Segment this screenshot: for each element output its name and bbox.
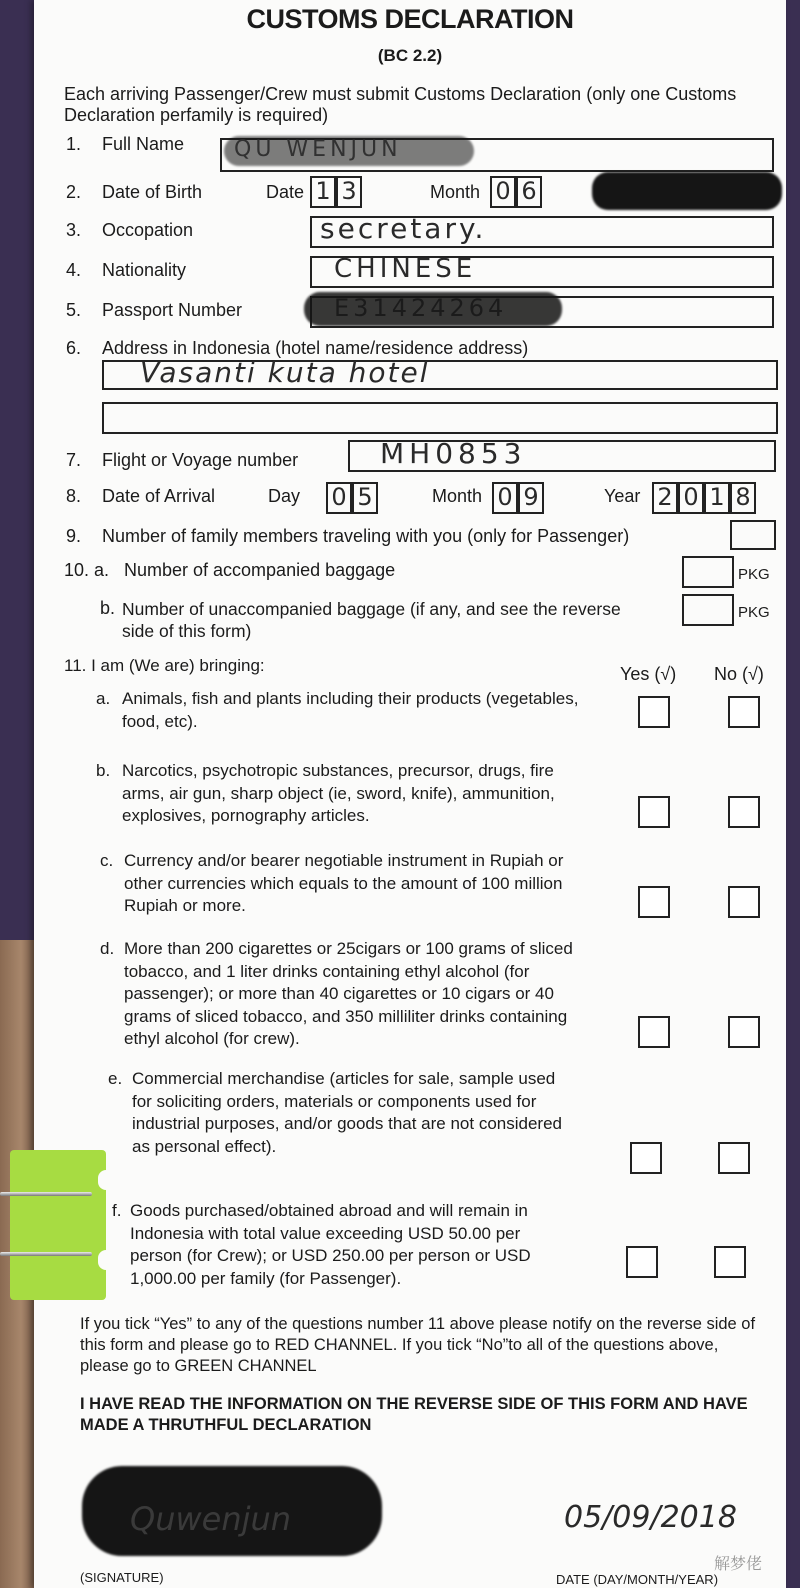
arrival-month-digit[interactable]: 0 (492, 482, 518, 514)
item-number: 8. (66, 486, 82, 506)
arrival-year-digit[interactable]: 0 (678, 482, 704, 514)
yes-column-label: Yes (√) (620, 664, 677, 684)
arrival-month-label: Month (432, 486, 483, 506)
family-label: Number of family members traveling with you (only for Passenger) (102, 526, 630, 546)
dob-month-digit[interactable]: 6 (516, 176, 542, 208)
q11-item-text: Goods purchased/obtained abroad and will remain in Indonesia with total value exceeding USD 50.00 per person (for Crew); or USD 250.00 per person or USD 1,000.00 per family (for Passenger). (130, 1201, 531, 1288)
passport-label: Passport Number (102, 300, 243, 320)
dob-month-label: Month (430, 182, 481, 202)
q11-f-yes-checkbox[interactable] (626, 1246, 658, 1278)
date-label: DATE (DAY/MONTH/YEAR) (556, 1572, 719, 1587)
q11-item-key: e. (108, 1069, 123, 1088)
baggage-b-field[interactable] (682, 594, 734, 626)
address-label: Address in Indonesia (hotel name/residence address) (102, 338, 529, 358)
form-title: CUSTOMS DECLARATION (246, 4, 574, 34)
signature-value: Quwenjun (130, 1500, 292, 1538)
q11-d-yes-checkbox[interactable] (638, 1016, 670, 1048)
arrival-day-digit[interactable]: 5 (352, 482, 378, 514)
clip-notch (98, 1170, 112, 1190)
dob-label: Date of Birth (102, 182, 203, 202)
arrival-year-digit[interactable]: 2 (652, 482, 678, 514)
item-number: 3. (66, 220, 82, 240)
form-intro: Each arriving Passenger/Crew must submit Customs Declaration (only one Customs Declaration perfamily is required) (64, 84, 737, 125)
q11-item-text: Commercial merchandise (articles for sale, sample used for soliciting orders, materials or components used for industrial purposes, and/or goods that are not considered as personal effect). (132, 1069, 562, 1156)
nationality-value: CHINESE (334, 254, 477, 284)
baggage-a-unit: PKG (738, 566, 770, 583)
address-value: Vasanti kuta hotel (140, 356, 430, 389)
q11-item-key: a. (96, 689, 111, 708)
form-code: (BC 2.2) (377, 46, 443, 65)
item-number: 1. (66, 134, 82, 154)
item-number: 4. (66, 260, 82, 280)
clip-notch (98, 1250, 112, 1270)
arrival-label: Date of Arrival (102, 486, 216, 506)
q11-f-no-checkbox[interactable] (714, 1246, 746, 1278)
q11-item-key: d. (100, 939, 115, 958)
clip-wire (0, 1192, 92, 1196)
q11-e-no-checkbox[interactable] (718, 1142, 750, 1174)
item-number: 7. (66, 450, 82, 470)
dob-day-digit[interactable]: 1 (310, 176, 336, 208)
declaration-statement: I HAVE READ THE INFORMATION ON THE REVERSE SIDE OF THIS FORM AND HAVE MADE A THRUTHFUL DECLARATION (80, 1395, 748, 1434)
baggage-b-unit: PKG (738, 604, 770, 621)
q11-c-no-checkbox[interactable] (728, 886, 760, 918)
arrival-month-digit[interactable]: 9 (518, 482, 544, 514)
date-value: 05/09/2018 (564, 1500, 737, 1535)
flight-label: Flight or Voyage number (102, 450, 299, 470)
arrival-year-label: Year (604, 486, 641, 506)
flight-value: MH0853 (380, 437, 527, 470)
address-field-line2[interactable] (102, 402, 778, 434)
baggage-b-label: Number of unaccompanied baggage (if any, and see the reverse side of this form) (122, 599, 621, 641)
item-number: 9. (66, 526, 82, 546)
full-name-label: Full Name (102, 134, 185, 154)
baggage-a-label: Number of accompanied baggage (124, 560, 396, 580)
q11-heading: 11. I am (We are) bringing: (64, 656, 265, 675)
clip-wire (0, 1252, 92, 1256)
q11-item-text: More than 200 cigarettes or 25cigars or 100 grams of sliced tobacco, and 1 liter drinks containing ethyl alcohol (for passenger); or more than 40 cigarettes or 10 cigars or 40 grams of sliced tobacco, and 350 milliliter drinks containing ethyl alcohol (for crew). (124, 939, 573, 1048)
item-number: 5. (66, 300, 82, 320)
binder-clip (10, 1150, 106, 1300)
occupation-value: secretary. (320, 212, 487, 245)
item-number: 10. a. (64, 560, 110, 580)
item-number: 2. (66, 182, 82, 202)
q11-b-yes-checkbox[interactable] (638, 796, 670, 828)
q11-item-key: c. (100, 851, 114, 870)
occupation-label: Occopation (102, 220, 194, 240)
dob-date-label: Date (266, 182, 305, 202)
arrival-year-digit[interactable]: 8 (730, 482, 756, 514)
q11-item-key: f. (112, 1201, 122, 1220)
q11-e-yes-checkbox[interactable] (630, 1142, 662, 1174)
q11-a-no-checkbox[interactable] (728, 696, 760, 728)
redaction (304, 292, 562, 326)
q11-item-text: Currency and/or bearer negotiable instrument in Rupiah or other currencies which equals to the amount of 100 million Rupiah or more. (124, 851, 564, 915)
customs-form (34, 0, 786, 1588)
q11-a-yes-checkbox[interactable] (638, 696, 670, 728)
redaction (592, 172, 782, 210)
dob-day-digit[interactable]: 3 (336, 176, 362, 208)
arrival-day-label: Day (268, 486, 301, 506)
item-number: b. (100, 598, 116, 618)
baggage-a-field[interactable] (682, 556, 734, 588)
redaction (224, 136, 474, 166)
watermark: 解梦佬 (713, 1556, 762, 1573)
dob-month-digit[interactable]: 0 (490, 176, 516, 208)
q11-item-text: Animals, fish and plants including their products (vegetables, food, etc). (122, 689, 579, 731)
signature-label: (SIGNATURE) (80, 1570, 164, 1585)
arrival-year-digit[interactable]: 1 (704, 482, 730, 514)
q11-item-text: Narcotics, psychotropic substances, precursor, drugs, fire arms, air gun, sharp object (ie, sword, knife), ammunition, explosives, pornography articles. (122, 761, 555, 825)
no-column-label: No (√) (714, 664, 764, 684)
q11-b-no-checkbox[interactable] (728, 796, 760, 828)
q11-d-no-checkbox[interactable] (728, 1016, 760, 1048)
channel-notice: If you tick “Yes” to any of the questions number 11 above please notify on the reverse side of this form and please go to RED CHANNEL. If you tick “No”to all of the questions above, please go to GREEN CHANNEL (80, 1315, 756, 1375)
family-count-field[interactable] (730, 520, 776, 550)
item-number: 6. (66, 338, 82, 358)
q11-item-key: b. (96, 761, 111, 780)
arrival-day-digit[interactable]: 0 (326, 482, 352, 514)
nationality-label: Nationality (102, 260, 187, 280)
q11-c-yes-checkbox[interactable] (638, 886, 670, 918)
